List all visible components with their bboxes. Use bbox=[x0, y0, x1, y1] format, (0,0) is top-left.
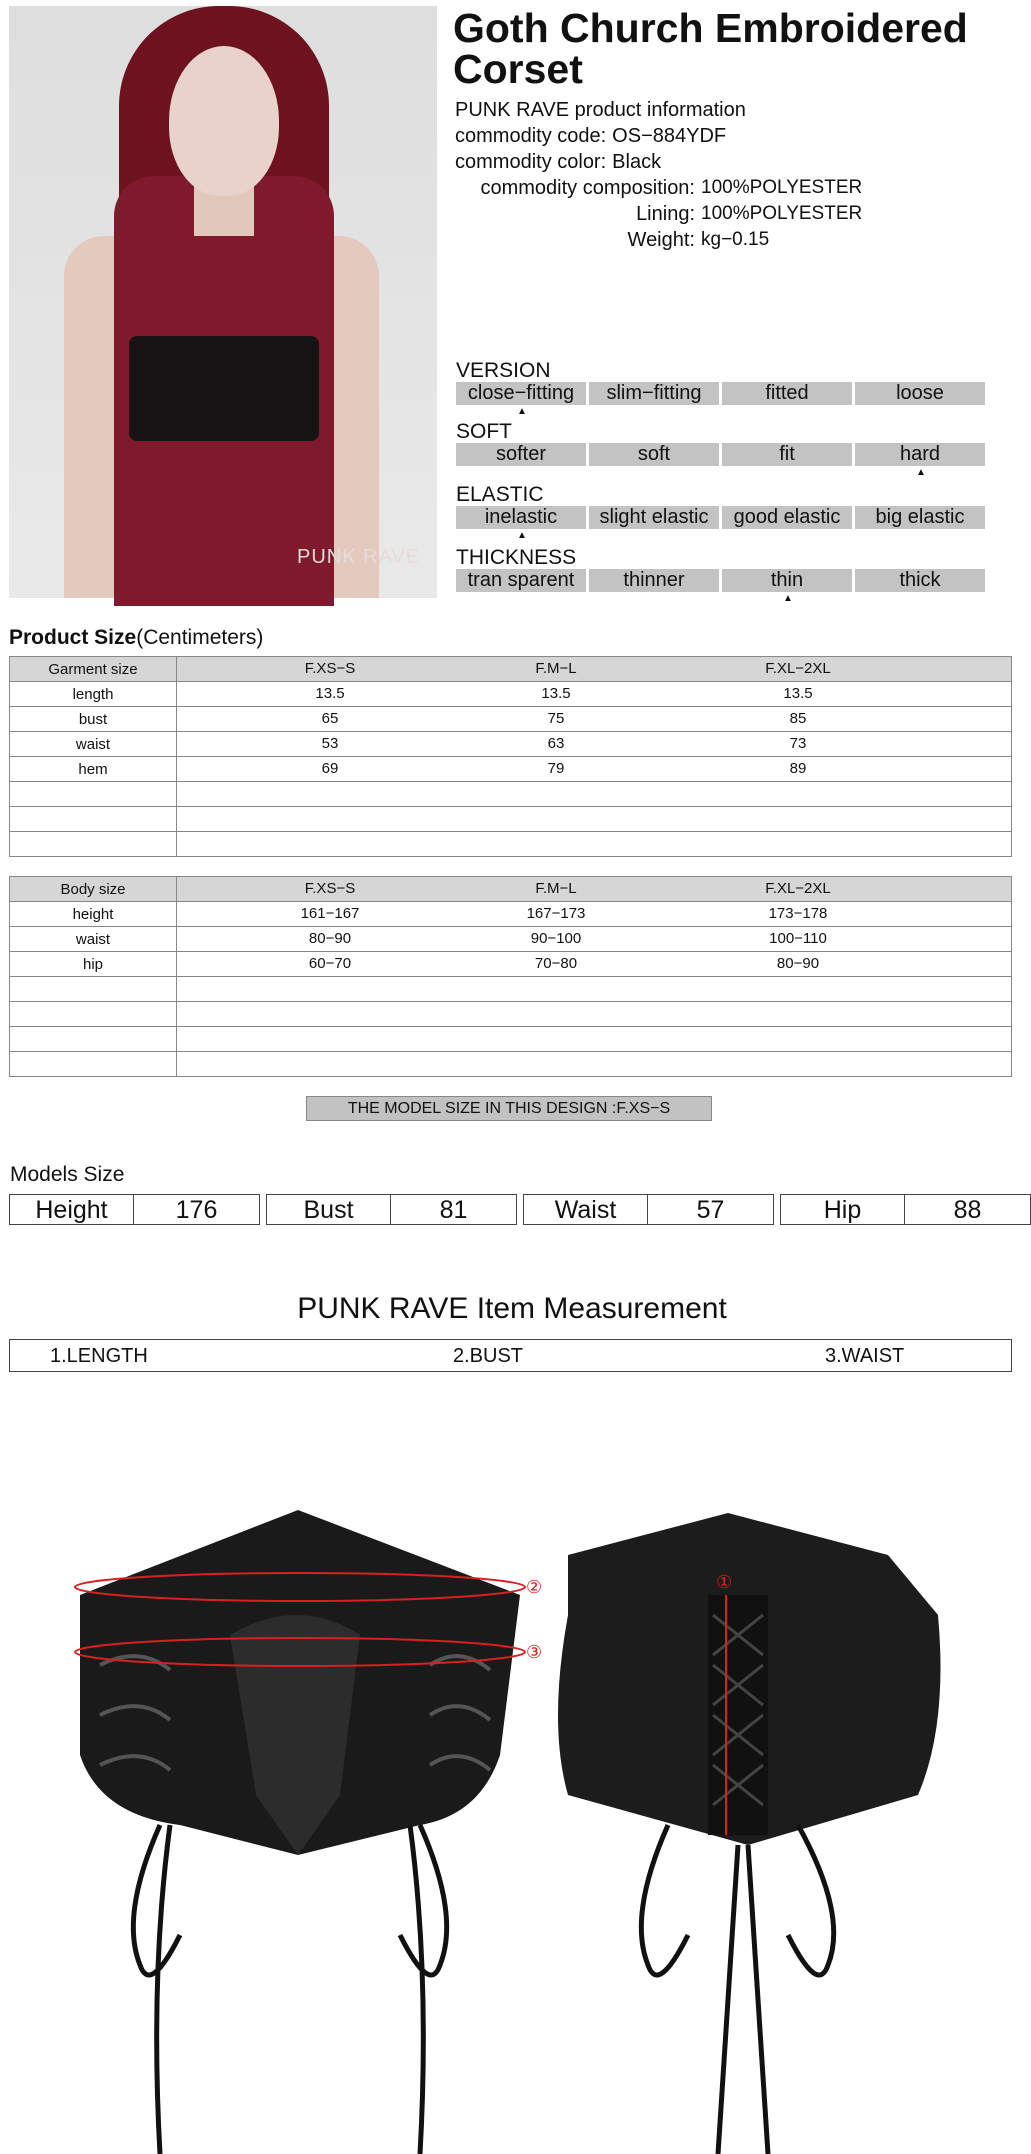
info-header: PUNK RAVE product information bbox=[455, 99, 746, 121]
model-waist bbox=[523, 1194, 774, 1225]
model-size-note: THE MODEL SIZE IN THIS DESIGN :F.XS−S bbox=[306, 1096, 712, 1121]
measurement-bust: 2.BUST bbox=[453, 1345, 524, 1367]
attr-elastic-option-1: inelastic bbox=[456, 506, 586, 529]
garment-values-cell bbox=[177, 832, 1012, 857]
attr-version-marker-track bbox=[456, 405, 986, 418]
garment-row bbox=[10, 782, 1012, 807]
marker-3: ③ bbox=[526, 1642, 543, 1663]
garment-row bbox=[10, 807, 1012, 832]
attr-elastic-option-2: slight elastic bbox=[589, 506, 719, 529]
body-row bbox=[10, 1052, 1012, 1077]
garment-size-value: F.XL−2XL bbox=[765, 660, 831, 677]
attr-thickness-label: THICKNESS bbox=[456, 546, 577, 569]
body-row-label: height bbox=[10, 902, 177, 927]
model-photo bbox=[9, 6, 437, 598]
model-hip-value: 88 bbox=[905, 1194, 1031, 1225]
model-hip bbox=[780, 1194, 1031, 1225]
attr-thickness-option-4: thick bbox=[855, 569, 985, 592]
garment-size-value: 89 bbox=[789, 760, 807, 777]
measurement-legend bbox=[9, 1339, 1012, 1372]
product-size-heading bbox=[9, 626, 263, 650]
model-hip-label: Hip bbox=[780, 1194, 905, 1225]
garment-row bbox=[10, 832, 1012, 857]
weight-row bbox=[455, 227, 862, 253]
worn-corset-shape bbox=[129, 336, 319, 441]
body-row-label bbox=[10, 1052, 177, 1077]
lining-label: Lining: bbox=[636, 203, 695, 225]
body-row bbox=[10, 902, 1012, 927]
garment-row-label: Garment size bbox=[10, 657, 177, 682]
attr-version bbox=[456, 360, 986, 418]
body-size-value: 60−70 bbox=[308, 955, 352, 972]
garment-row-label: hem bbox=[10, 757, 177, 782]
attr-elastic-marker-track bbox=[456, 529, 986, 542]
photo-watermark: PUNK RAVE bbox=[297, 546, 421, 568]
attr-soft-marker-track bbox=[456, 466, 986, 479]
attr-thickness-option-1: tran sparent bbox=[456, 569, 586, 592]
attr-selection-marker: ▲ bbox=[517, 530, 527, 541]
product-size-title: Product Size bbox=[9, 626, 137, 649]
face-shape bbox=[169, 46, 279, 196]
attr-version-option-2: slim−fitting bbox=[589, 382, 719, 405]
attr-thickness bbox=[456, 547, 986, 605]
body-size-value: 90−100 bbox=[530, 930, 582, 947]
garment-row bbox=[10, 707, 1012, 732]
measurement-length: 1.LENGTH bbox=[50, 1345, 148, 1367]
model-bust-value: 81 bbox=[391, 1194, 517, 1225]
model-bust bbox=[266, 1194, 517, 1225]
garment-size-value: 53 bbox=[321, 735, 339, 752]
body-size-value: F.XL−2XL bbox=[765, 880, 831, 897]
garment-row-label bbox=[10, 782, 177, 807]
marker-2: ② bbox=[526, 1577, 543, 1598]
body-size-value: 167−173 bbox=[526, 905, 586, 922]
model-height-label: Height bbox=[9, 1194, 134, 1225]
back-lacing-panel bbox=[708, 1595, 768, 1835]
weight-value: kg−0.15 bbox=[701, 229, 770, 250]
attr-elastic bbox=[456, 484, 986, 542]
body-row-label: Body size bbox=[10, 877, 177, 902]
garment-values-cell bbox=[177, 782, 1012, 807]
garment-size-value: 79 bbox=[547, 760, 565, 777]
body-size-value: 70−80 bbox=[534, 955, 578, 972]
attr-soft-option-1: softer bbox=[456, 443, 586, 466]
body-size-table bbox=[9, 876, 1012, 1077]
body-row bbox=[10, 977, 1012, 1002]
garment-size-value: 85 bbox=[789, 710, 807, 727]
body-row bbox=[10, 1002, 1012, 1027]
model-bust-label: Bust bbox=[266, 1194, 391, 1225]
garment-values-cell bbox=[177, 682, 1012, 707]
attr-version-option-3: fitted bbox=[722, 382, 852, 405]
body-values-cell bbox=[177, 877, 1012, 902]
attr-thickness-marker-track bbox=[456, 592, 986, 605]
models-size-row bbox=[9, 1194, 1031, 1225]
attr-elastic-label: ELASTIC bbox=[456, 483, 544, 506]
attr-elastic-option-3: good elastic bbox=[722, 506, 852, 529]
corset-front-image bbox=[60, 1495, 543, 2154]
garment-size-value: 73 bbox=[789, 735, 807, 752]
garment-size-value: 65 bbox=[321, 710, 339, 727]
weight-label: Weight: bbox=[627, 229, 695, 251]
body-size-value: 80−90 bbox=[776, 955, 820, 972]
body-values-cell bbox=[177, 952, 1012, 977]
attr-version-label: VERSION bbox=[456, 359, 551, 382]
lining-row bbox=[455, 201, 862, 227]
body-values-cell bbox=[177, 1027, 1012, 1052]
attr-soft-option-2: soft bbox=[589, 443, 719, 466]
body-row-label bbox=[10, 1027, 177, 1052]
code-value: OS−884YDF bbox=[612, 125, 727, 147]
garment-size-value: 63 bbox=[547, 735, 565, 752]
body-values-cell bbox=[177, 977, 1012, 1002]
attr-selection-marker: ▲ bbox=[916, 467, 926, 478]
attr-thickness-option-3: thin bbox=[722, 569, 852, 592]
body-size-value: 173−178 bbox=[768, 905, 828, 922]
body-size-value: 100−110 bbox=[769, 930, 827, 947]
model-height bbox=[9, 1194, 260, 1225]
model-waist-value: 57 bbox=[648, 1194, 774, 1225]
models-size-label: Models Size bbox=[10, 1163, 125, 1186]
garment-row-label: length bbox=[10, 682, 177, 707]
product-size-unit: (Centimeters) bbox=[136, 626, 264, 649]
product-title: Goth Church Embroidered Corset bbox=[453, 5, 968, 92]
marker-1: ① bbox=[716, 1572, 733, 1593]
body-header-row bbox=[10, 877, 1012, 902]
body-row-label bbox=[10, 1002, 177, 1027]
corset-strings bbox=[133, 1825, 446, 2154]
garment-size-table bbox=[9, 656, 1012, 857]
garment-size-value: 13.5 bbox=[783, 685, 813, 702]
info-header-row bbox=[455, 97, 862, 123]
garment-row-label bbox=[10, 807, 177, 832]
garment-row-label: waist bbox=[10, 732, 177, 757]
garment-values-cell bbox=[177, 757, 1012, 782]
attr-selection-marker: ▲ bbox=[517, 406, 527, 417]
garment-values-cell bbox=[177, 657, 1012, 682]
body-row bbox=[10, 1027, 1012, 1052]
garment-row bbox=[10, 682, 1012, 707]
color-value: Black bbox=[612, 151, 662, 173]
body-values-cell bbox=[177, 1052, 1012, 1077]
body-values-cell bbox=[177, 902, 1012, 927]
garment-size-value: 13.5 bbox=[315, 685, 345, 702]
code-label: commodity code: bbox=[455, 125, 607, 147]
corset-back-image bbox=[548, 1495, 1008, 2154]
body-size-value: 161−167 bbox=[300, 905, 360, 922]
model-waist-label: Waist bbox=[523, 1194, 648, 1225]
body-row-label: hip bbox=[10, 952, 177, 977]
body-size-value: 80−90 bbox=[308, 930, 352, 947]
garment-values-cell bbox=[177, 732, 1012, 757]
attr-elastic-option-4: big elastic bbox=[855, 506, 985, 529]
body-row-label: waist bbox=[10, 927, 177, 952]
body-values-cell bbox=[177, 927, 1012, 952]
attr-soft-option-3: fit bbox=[722, 443, 852, 466]
attr-version-option-4: loose bbox=[855, 382, 985, 405]
attr-soft-label: SOFT bbox=[456, 420, 512, 443]
model-height-value: 176 bbox=[134, 1194, 260, 1225]
product-info bbox=[455, 97, 862, 253]
garment-size-value: 69 bbox=[321, 760, 339, 777]
back-strings bbox=[641, 1825, 833, 2154]
garment-size-value: F.M−L bbox=[535, 660, 577, 677]
color-label: commodity color: bbox=[455, 151, 607, 173]
garment-row bbox=[10, 757, 1012, 782]
garment-size-value: 75 bbox=[547, 710, 565, 727]
code-row bbox=[455, 123, 862, 149]
body-row bbox=[10, 927, 1012, 952]
attr-soft-option-4: hard bbox=[855, 443, 985, 466]
composition-label: commodity composition: bbox=[480, 177, 695, 199]
color-row bbox=[455, 149, 862, 175]
attr-selection-marker: ▲ bbox=[783, 593, 793, 604]
garment-size-value: F.XS−S bbox=[304, 660, 356, 677]
body-values-cell bbox=[177, 1002, 1012, 1027]
attr-soft bbox=[456, 421, 986, 479]
attr-thickness-option-2: thinner bbox=[589, 569, 719, 592]
body-row bbox=[10, 952, 1012, 977]
lining-value: 100%POLYESTER bbox=[701, 203, 863, 224]
measurement-waist: 3.WAIST bbox=[825, 1345, 905, 1367]
body-row-label bbox=[10, 977, 177, 1002]
composition-value: 100%POLYESTER bbox=[701, 177, 863, 198]
garment-values-cell bbox=[177, 807, 1012, 832]
garment-values-cell bbox=[177, 707, 1012, 732]
attr-version-option-1: close−fitting bbox=[456, 382, 586, 405]
garment-row bbox=[10, 732, 1012, 757]
composition-row bbox=[455, 175, 862, 201]
measurement-title: PUNK RAVE Item Measurement bbox=[297, 1292, 727, 1325]
garment-size-value: 13.5 bbox=[541, 685, 571, 702]
body-size-value: F.M−L bbox=[535, 880, 577, 897]
garment-header-row bbox=[10, 657, 1012, 682]
body-size-value: F.XS−S bbox=[304, 880, 356, 897]
garment-row-label: bust bbox=[10, 707, 177, 732]
garment-row-label bbox=[10, 832, 177, 857]
